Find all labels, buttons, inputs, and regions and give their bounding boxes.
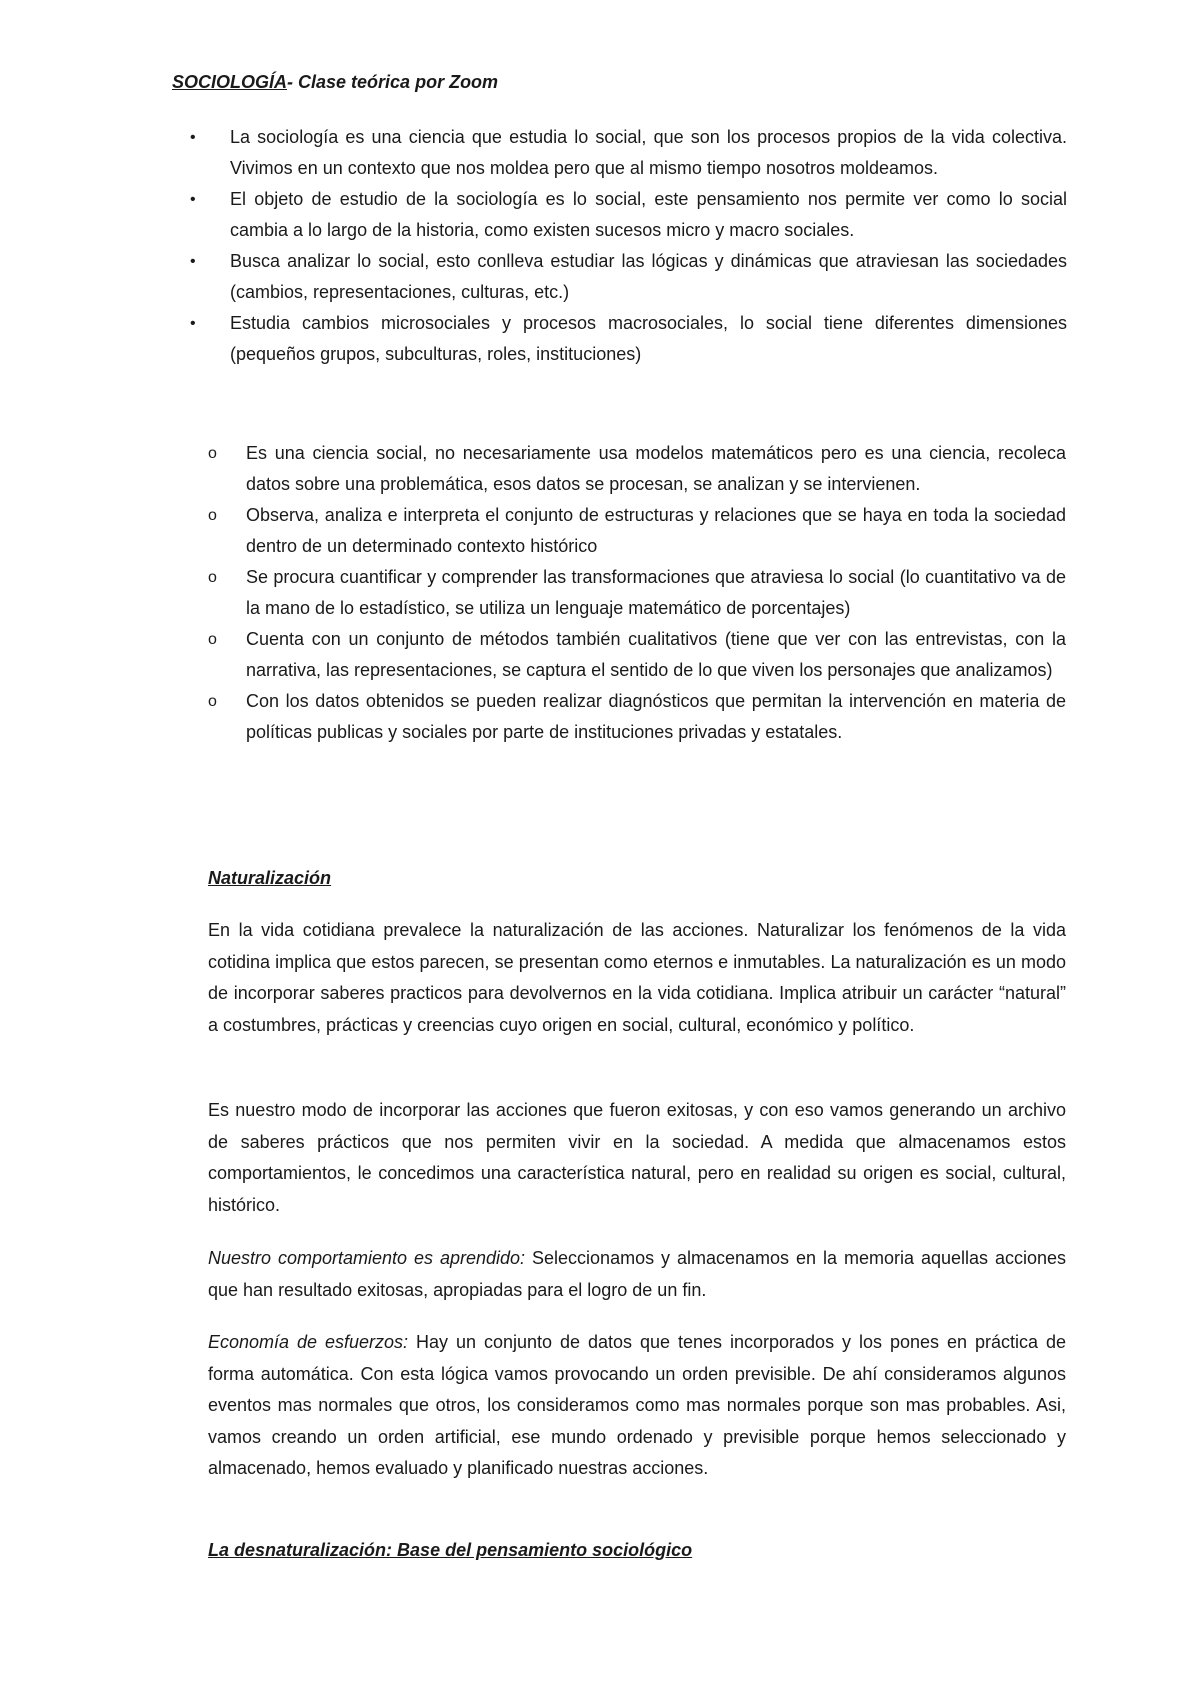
sub-bullet-item xyxy=(188,562,1066,624)
bullet-marker: • xyxy=(190,315,196,332)
heading-title: SOCIOLOGÍA xyxy=(172,72,288,92)
paragraph-text-comportamiento: Seleccionamos y almacenamos en la memoria aquellas acciones que han resultado exitosas, apropiadas para el logro de un fin. xyxy=(208,1248,1067,1300)
main-bullet-list xyxy=(172,122,1067,370)
bullet-marker: • xyxy=(190,253,196,270)
bullet-text: Busca analizar lo social, esto conlleva estudiar las lógicas y dinámicas que atraviesan las sociedades (cambios, representaciones, culturas, etc.) xyxy=(230,251,1067,302)
sub-bullet-text: Se procura cuantificar y comprender las transformaciones que atraviesa lo social (lo cuantitativo va de la mano de lo estadístico, se utiliza un lenguaje matemático de porcentajes) xyxy=(246,567,1066,618)
document-heading xyxy=(172,72,498,93)
circle-marker: o xyxy=(208,569,217,586)
paragraph-text-economia: Hay un conjunto de datos que tenes incorporados y los pones en práctica de forma automática. Con esta lógica vamos provocando un orden previsible. De ahí consideramos algunos eventos mas normales que otros, los consideramos como mas normales porque son mas probables. Asi, vamos creando un orden artificial, ese mundo ordenado y previsible porque hemos seleccionado y almacenado, hemos evaluado y planificado nuestras acciones. xyxy=(208,1332,1066,1478)
bullet-item xyxy=(172,246,1067,308)
sub-bullet-text: Cuenta con un conjunto de métodos también cualitativos (tiene que ver con las entrevistas, con la narrativa, las representaciones, se captura el sentido de lo que viven los personajes que analizamos) xyxy=(246,629,1066,680)
bullet-item xyxy=(172,184,1067,246)
paragraph-naturalizacion-1: En la vida cotidiana prevalece la naturalización de las acciones. Naturalizar los fenómenos de la vida cotidina implica que estos parecen, se presentan como eternos e inmutables. La naturalización es un modo de incorporar saberes practicos para devolvernos en la vida cotidiana. Implica atribuir un carácter “natural” a costumbres, prácticas y creencias cuyo origen en social, cultural, económico y político. xyxy=(208,920,1066,1035)
circle-marker: o xyxy=(208,693,217,710)
circle-marker: o xyxy=(208,631,217,648)
paragraph-naturalizacion-2: Es nuestro modo de incorporar las acciones que fueron exitosas, y con eso vamos generando un archivo de saberes prácticos que nos permiten vivir en la sociedad. A medida que almacenamos estos comportamientos, le concedimos una característica natural, pero en realidad su origen es social, cultural, histórico. xyxy=(208,1100,1066,1215)
circle-marker: o xyxy=(208,445,217,462)
paragraph-lead-comportamiento: Nuestro comportamiento es aprendido: xyxy=(208,1248,526,1268)
circle-marker: o xyxy=(208,507,217,524)
bullet-marker: • xyxy=(190,191,196,208)
paragraph-lead-economia: Economía de esfuerzos: xyxy=(208,1332,409,1352)
paragraph-economia-esfuerzos xyxy=(208,1327,1066,1485)
sub-bullet-text: Es una ciencia social, no necesariamente usa modelos matemáticos pero es una ciencia, recoleca datos sobre una problemática, esos datos se procesan, se analizan y se intervienen. xyxy=(246,443,1066,494)
paragraph-comportamiento-aprendido xyxy=(208,1243,1066,1306)
sub-bullet-item xyxy=(188,438,1066,500)
bullet-text: Estudia cambios microsociales y procesos macrosociales, lo social tiene diferentes dimensiones (pequeños grupos, subculturas, roles, instituciones) xyxy=(230,313,1067,364)
heading-subtitle: - Clase teórica por Zoom xyxy=(287,72,499,92)
bullet-marker: • xyxy=(190,129,196,146)
section-title-desnaturalizacion: La desnaturalización: Base del pensamiento sociológico xyxy=(208,1540,693,1560)
sub-bullet-item xyxy=(188,624,1066,686)
sub-bullet-list xyxy=(188,438,1066,748)
sub-bullet-item xyxy=(188,686,1066,748)
bullet-text: El objeto de estudio de la sociología es lo social, este pensamiento nos permite ver como lo social cambia a lo largo de la historia, como existen sucesos micro y macro sociales. xyxy=(230,189,1067,240)
bullet-item xyxy=(172,122,1067,184)
sub-bullet-text: Con los datos obtenidos se pueden realizar diagnósticos que permitan la intervención en materia de políticas publicas y sociales por parte de instituciones privadas y estatales. xyxy=(246,691,1066,742)
section-title-naturalizacion: Naturalización xyxy=(208,868,332,888)
sub-bullet-item xyxy=(188,500,1066,562)
bullet-text: La sociología es una ciencia que estudia lo social, que son los procesos propios de la vida colectiva. Vivimos en un contexto que nos moldea pero que al mismo tiempo nosotros moldeamos. xyxy=(230,127,1067,178)
bullet-item xyxy=(172,308,1067,370)
sub-bullet-text: Observa, analiza e interpreta el conjunto de estructuras y relaciones que se haya en toda la sociedad dentro de un determinado contexto histórico xyxy=(246,505,1066,556)
